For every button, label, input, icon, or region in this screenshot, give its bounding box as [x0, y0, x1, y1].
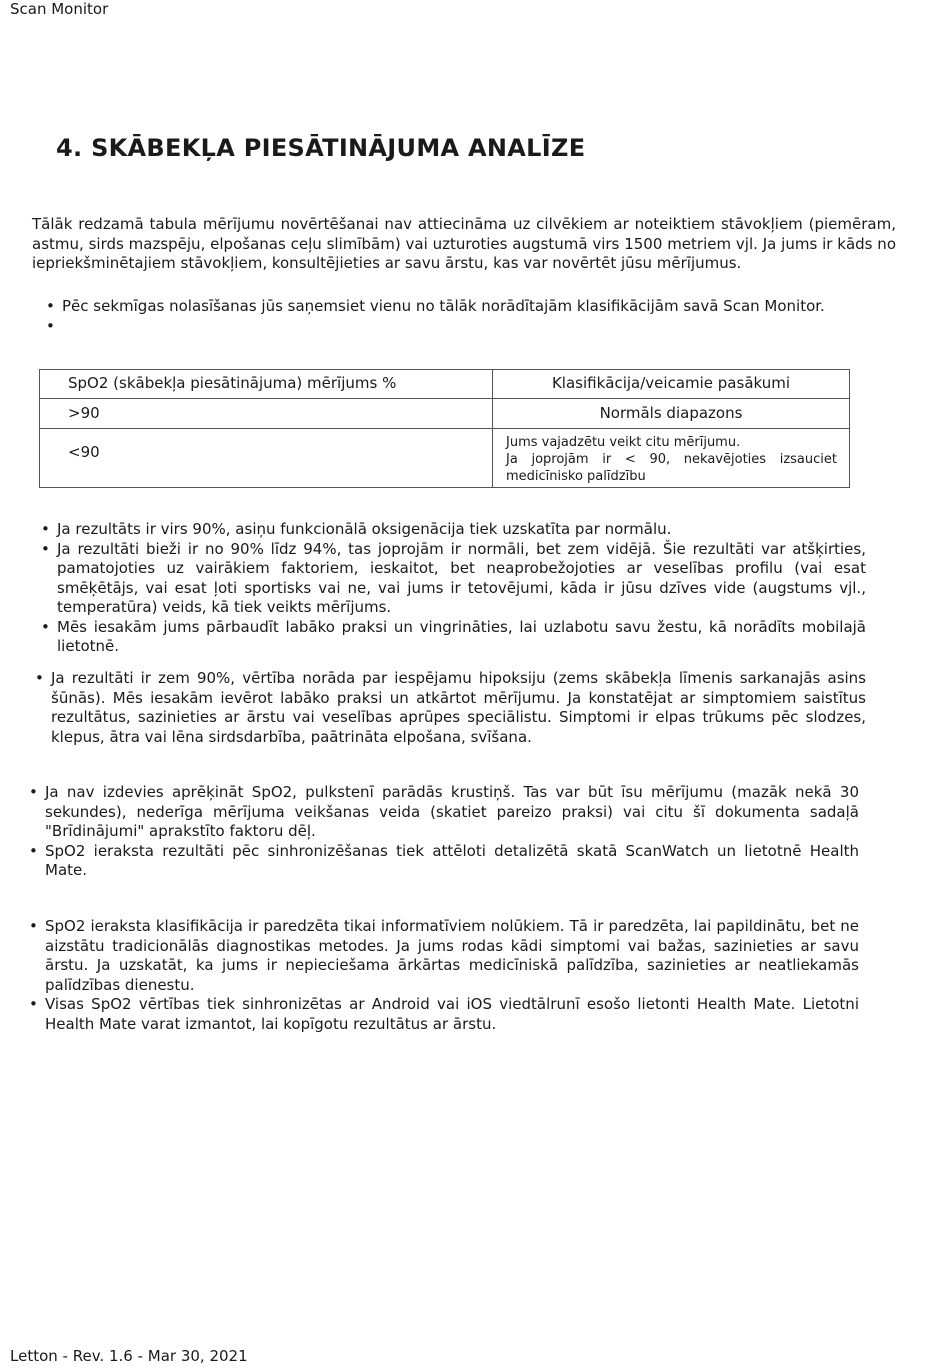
list-item: • SpO2 ieraksta rezultāti pēc sinhronizēšanas tiek attēloti detalizētā skatā ScanWatch un lietotnē Health Mate. — [45, 842, 859, 881]
classification-line: Jums vajadzētu veikt citu mērījumu. — [506, 434, 741, 450]
section-title: 4. SKĀBEKĻA PIESĀTINĀJUMA ANALĪZE — [56, 134, 586, 162]
list-item: • Ja rezultāti bieži ir no 90% līdz 94%, tas joprojām ir normāli, bet zem vidējā. Šie rezultāti var atšķirties, pamatojoties uz vairākiem faktoriem, ieskaitot, bet neaprobežojoties ar veselības profilu (vai esat smēķētājs, vai esat ļoti sportisks vai ne, vai jums ir tetovējumi, kāda ir jūsu dzīves vide (augstums vjl., temperatūra) veids, kā tiek veikts mērījums. — [57, 540, 866, 618]
table-row — [40, 429, 850, 488]
document-header: Scan Monitor — [10, 0, 109, 18]
disclaimer-bullet-list — [45, 917, 859, 1034]
table-cell-measure: <90 — [40, 429, 493, 488]
list-item: • SpO2 ieraksta klasifikācija ir paredzēta tikai informatīviem nolūkiem. Tā ir paredzēta, lai papildinātu, bet ne aizstātu tradicionālās diagnostikas metodes. Ja jums rodas kādi simptomi vai bažas, sazinieties ar savu ārstu. Ja uzskatāt, ka jums ir nepieciešama ārkārtas medicīniskā palīdzība, sazinieties ar neatliekamās palīdzības dienestu. — [45, 917, 859, 995]
table-cell-measure: >90 — [40, 399, 493, 429]
list-item — [62, 317, 882, 337]
table-cell-classification — [493, 429, 850, 488]
hypoxia-bullet-list — [51, 669, 866, 747]
table-header-row — [40, 370, 850, 399]
list-item: • Visas SpO2 vērtības tiek sinhronizētas ar Android vai iOS viedtālrunī esošo lietonti Health Mate. Lietotni Health Mate varat izmantot, lai kopīgotu rezultātus ar ārstu. — [45, 995, 859, 1034]
results-bullet-list — [57, 520, 866, 657]
intro-paragraph: Tālāk redzamā tabula mērījumu novērtēšanai nav attiecināma uz cilvēkiem ar noteiktiem stāvokļiem (piemēram, astmu, sirds mazspēju, elpošanas ceļu slimībām) vai uzturoties augstumā virs 1500 metriem vjl. Ja jums ir kāds no iepriekšminētajiem stāvokļiem, konsultējieties ar savu ārstu, kas var novērtēt jūsu mērījumus. — [32, 215, 896, 272]
list-item: • Pēc sekmīgas nolasīšanas jūs saņemsiet vienu no tālāk norādītajām klasifikācijām savā Scan Monitor. — [62, 297, 882, 317]
list-item: • Ja nav izdevies aprēķināt SpO2, pulkstenī parādās krustiņš. Tas var būt īsu mērījumu (mazāk nekā 30 sekundes), nederīga mērījuma veikšanas veida (skatiet pareizo praksi) vai citu šī dokumenta sadaļā "Brīdinājumi" aprakstīto faktoru dēļ. — [45, 783, 859, 842]
table-header-cell: Klasifikācija/veicamie pasākumi — [493, 370, 850, 399]
table-row — [40, 399, 850, 429]
classification-line: Ja joprojām ir < 90, nekavējoties izsauciet medicīnisko palīdzību — [506, 451, 837, 484]
list-item: • Ja rezultāts ir virs 90%, asiņu funkcionālā oksigenācija tiek uzskatīta par normālu. — [57, 520, 866, 540]
spo2-classification-table — [39, 369, 850, 488]
intro-bullet-list — [62, 297, 882, 336]
document-footer: Letton - Rev. 1.6 - Mar 30, 2021 — [10, 1347, 248, 1365]
measurement-bullet-list — [45, 783, 859, 881]
list-item: • Mēs iesakām jums pārbaudīt labāko praksi un vingrināties, lai uzlabotu savu žestu, kā norādīts mobilajā lietotnē. — [57, 618, 866, 657]
table-header-cell: SpO2 (skābekļa piesātinājuma) mērījums % — [40, 370, 493, 399]
table-cell-classification: Normāls diapazons — [493, 399, 850, 429]
list-item: • Ja rezultāti ir zem 90%, vērtība norāda par iespējamu hipoksiju (zems skābekļa līmenis sarkanajās asins šūnās). Mēs iesakām ievērot labāko praksi un atkārtot mērījumu. Ja konstatējat ar simptomiem saistītus rezultātus, sazinieties ar ārstu vai veselības aprūpes speciālistu. Simptomi ir elpas trūkums pēc slodzes, klepus, ātra vai lēna sirdsdarbība, paātrināta elpošana, svīšana. — [51, 669, 866, 747]
